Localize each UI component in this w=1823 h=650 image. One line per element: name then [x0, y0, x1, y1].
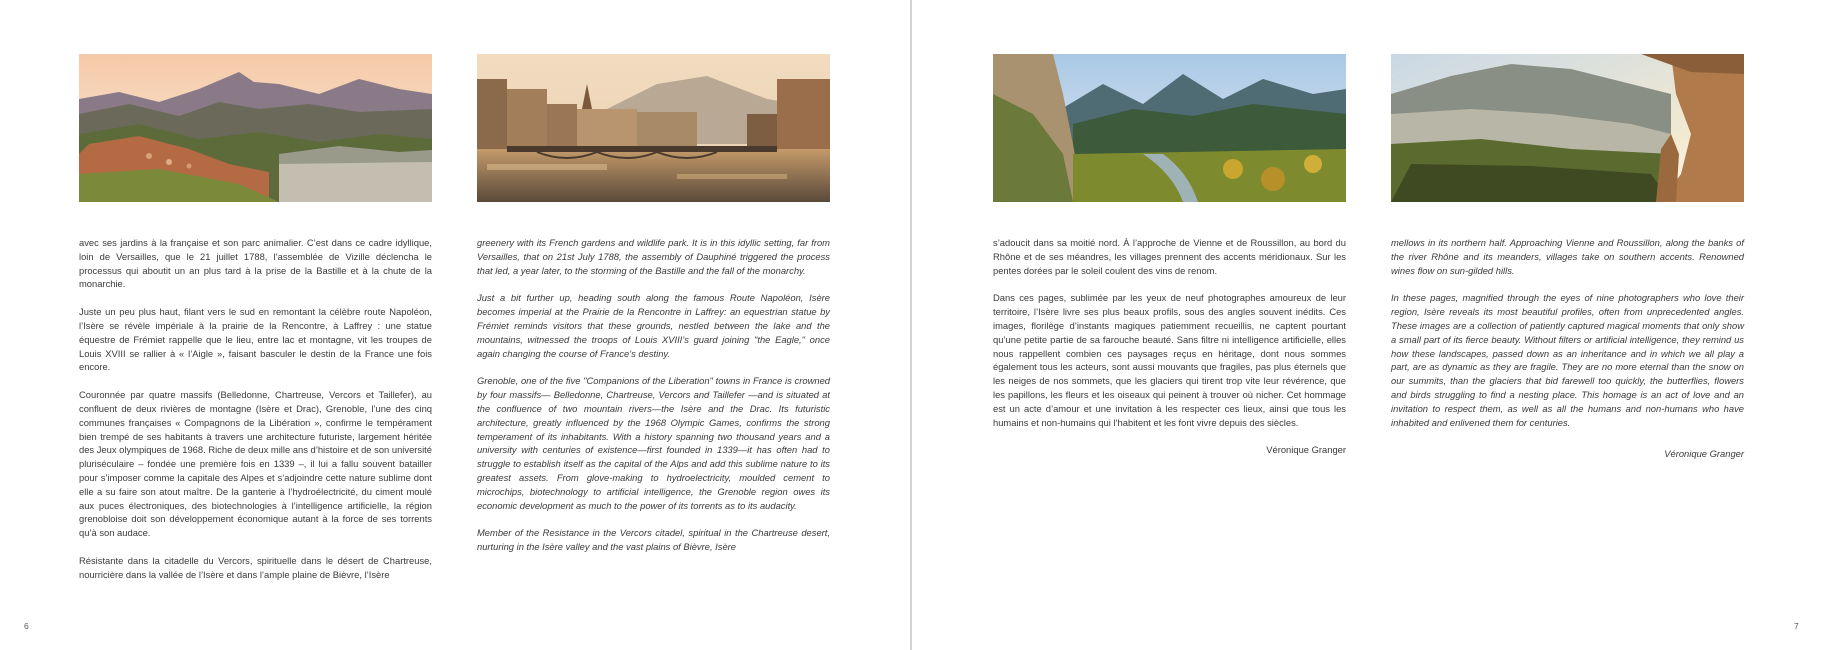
paragraph: In these pages, magnified through the eyes of nine photographers who love their region, Isère reveals its most beautiful profiles, often from unprecedented angles. These images are a collection of patiently captured magical moments that only show a small part of its fierce beauty. Without filters or artificial intelligence, they remind us how these landscapes, passed down as an inheritance and in which we all play a part, are as dynamic as they are fragile. They are no more eternal than the snow on our summits, than the glaciers that bid farewell too quickly, the butterflies, flowers and birds struggling to find a nesting place. This homage is an act of love and an invitation to respect them, as well as all the humans and non-humans who have inhabited and enlivened them for centuries.	[1391, 292, 1744, 428]
cliff-cave-photo	[1391, 54, 1744, 202]
english-text-column	[477, 236, 830, 568]
paragraph: s’adoucit dans sa moitié nord. À l’approche de Vienne et de Roussillon, au bord du Rhône et de ses méandres, les villages prennent des accents méridionaux. Sur les pentes dorées par le soleil coulent des vins de renom.	[993, 237, 1346, 276]
author-signature: Véronique Granger	[1664, 448, 1744, 460]
paragraph: avec ses jardins à la française et son parc animalier. C’est dans ce cadre idyllique, loin de Versailles, que le 21 juillet 1788, l’assemblée de Vizille déclencha le processus qui aboutit un an plus tard à la prise de la Bastille et à la chute de la monarchie.	[79, 237, 432, 290]
paragraph: Just a bit further up, heading south along the famous Route Napoléon, Isère becomes imperial at the Prairie de la Rencontre in Laffrey: an equestrian statue by Frémiet reminds visitors that these grounds, nestled between the lake and the mountains, witnessed the troops of Louis XVIII’s guard joining "the Eagle," once again changing the course of France’s destiny.	[477, 292, 830, 359]
paragraph: Couronnée par quatre massifs (Belledonne, Chartreuse, Vercors et Taillefer), au confluent de deux rivières de montagne (Isère et Drac), Grenoble, l’une des cinq communes françaises « Compagnons de la Libération », confirme le tempérament bien trempé de ses habitants à travers une architecture futuriste, largement héritée des Jeux olympiques de 1968. Riche de deux mille ans d’histoire et de son université pluriséculaire – fondée une première fois en 1339 –, il lui a fallu souvent batailler pour s’imposer comme la capitale des Alpes et s’adjoindre cette nature sublime dont elle a su faire son atout maître. De la ganterie à l’hydroélectricité, du ciment moulé aux puces électroniques, des biotechnologies à l’intelligence artificielle, la région grenobloise doit son développement économique autant à la force de ses torrents qu’à son audace.	[79, 389, 432, 539]
right-page	[912, 0, 1823, 650]
author-signature: Véronique Granger	[1266, 444, 1346, 456]
french-text-column	[993, 236, 1346, 457]
paragraph: Member of the Resistance in the Vercors citadel, spiritual in the Chartreuse desert, nurturing in the Isère valley and the vast plains of Bièvre, Isère	[477, 527, 830, 553]
paragraph: greenery with its French gardens and wildlife park. It is in this idyllic setting, far from Versailles, that on 21st July 1788, the assembly of Dauphiné triggered the process that led, a year later, to the storming of the Bastille and the fall of the monarchy.	[477, 237, 830, 276]
french-text-column	[79, 236, 432, 596]
alpine-valley-photo	[993, 54, 1346, 202]
paragraph: Dans ces pages, sublimée par les yeux de neuf photographes amoureux de leur territoire, l’Isère livre ses plus beaux profils, sous des angles souvent inédits. Ces images, florilège d’instants magiques patiemment recueillis, ne captent pourtant qu’une petite partie de sa farouche beauté. Sans filtre ni intelligence artificielle, elles nous rappellent combien ces paysages reçus en héritage, dont nous sommes également tous les acteurs, sont aussi mouvants que fragiles, pas plus éternels que les neiges de nos sommets, que les glaciers qui tirent trop vite leur révérence, que les papillons, les fleurs et les oiseaux qui peinent à trouver où nicher. Cet hommage est un acte d’amour et une invitation à les respecter ces lieux, ainsi que tous les humains et non-humains qui l’habitent et les font vivre depuis des siècles.	[993, 292, 1346, 428]
page-number: 7	[1794, 621, 1799, 631]
mountain-village-photo	[79, 54, 432, 202]
paragraph: Juste un peu plus haut, filant vers le sud en remontant la célèbre route Napoléon, l’Isère se révèle impériale à la prairie de la Rencontre, à Laffrey : une statue équestre de Frémiet rappelle que le lieu, entre lac et montagne, vit les troupes de Louis XVIII se rallier à « l’Aigle », faisant basculer le destin de la France une fois encore.	[79, 306, 432, 373]
paragraph: Grenoble, one of the five "Companions of the Liberation" towns in France is crowned by four massifs— Belledonne, Chartreuse, Vercors and Taillefer —and is situated at the confluence of two mountain rivers—the Isère and the Drac. Its futuristic architecture, greatly influenced by the 1968 Olympic Games, confirms the strong temperament of its inhabitants. With a history spanning two thousand years and a university with centuries of existence—first founded in 1339—it has often had to struggle to establish itself as the capital of the Alps and add this sublime nature to its greatest assets. From glove-making to hydroelectricity, moulded cement to microchips, biotechnology to artificial intelligence, the Grenoble region owes its economic development as much to the power of its torrents as to its audacity.	[477, 375, 830, 511]
grenoble-river-photo	[477, 54, 830, 202]
left-page	[0, 0, 910, 650]
english-text-column	[1391, 236, 1744, 461]
paragraph: mellows in its northern half. Approaching Vienne and Roussillon, along the banks of the river Rhône and its meanders, villages take on southern accents. Renowned wines flow on sun-gilded hills.	[1391, 237, 1744, 276]
paragraph: Résistante dans la citadelle du Vercors, spirituelle dans le désert de Chartreuse, nourricière dans la vallée de l’Isère et dans l’ample plaine de Bièvre, l’Isère	[79, 554, 432, 580]
page-number: 6	[24, 621, 29, 631]
